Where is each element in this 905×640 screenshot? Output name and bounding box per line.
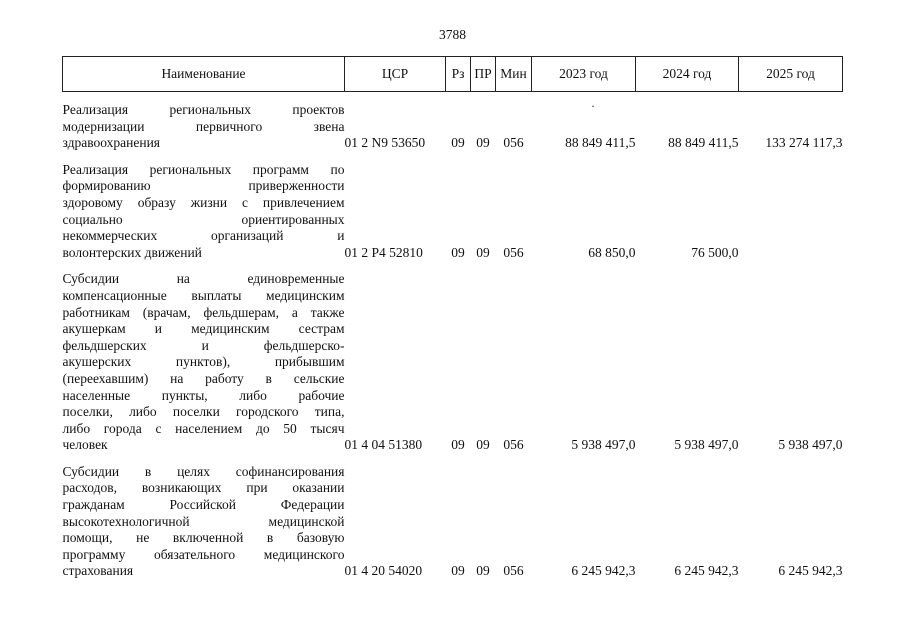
row-name-line: гражданам Российской Федерации xyxy=(62,497,345,513)
row-name-line: некоммерческих организаций и xyxy=(62,228,345,244)
row-name-line: человек xyxy=(62,437,108,453)
row-name-line: Реализация региональных программ по xyxy=(62,161,345,177)
row-name-line: программу обязательного медицинского xyxy=(62,546,345,562)
header-2024: 2024 год xyxy=(636,57,739,92)
row-2025 xyxy=(739,152,843,262)
row-name xyxy=(63,261,345,454)
budget-table xyxy=(62,56,843,580)
row-csr: 01 2 N9 53650 xyxy=(344,135,426,151)
header-pr: ПР xyxy=(471,57,496,92)
row-name-line: либо города с населением до 50 тысяч xyxy=(62,420,345,436)
table-row xyxy=(63,92,843,152)
row-name xyxy=(63,454,345,580)
row-name xyxy=(63,92,345,152)
row-min: 056 xyxy=(503,437,524,453)
row-2023: 68 850,0 xyxy=(588,244,636,260)
row-rz: 09 xyxy=(451,563,465,579)
row-name-line: населенные пункты, либо рабочие xyxy=(62,387,345,403)
row-csr: 01 4 20 54020 xyxy=(344,563,423,579)
row-2023: 6 245 942,3 xyxy=(571,563,636,579)
row-rz: 09 xyxy=(451,437,465,453)
row-name xyxy=(63,152,345,262)
row-name-line: поселки, либо поселки городского типа, xyxy=(62,404,345,420)
row-2024: 88 849 411,5 xyxy=(668,135,739,151)
table-row xyxy=(63,152,843,262)
row-pr: 09 xyxy=(476,563,490,579)
row-name-line: расходов, возникающих при оказании xyxy=(62,480,345,496)
stray-mark: · xyxy=(591,99,595,113)
row-2025: 5 938 497,0 xyxy=(778,437,843,453)
row-pr: 09 xyxy=(476,437,490,453)
row-name-line: модернизации первичного звена xyxy=(62,118,345,134)
row-name-line: высокотехнологичной медицинской xyxy=(62,513,345,529)
row-2025: 6 245 942,3 xyxy=(778,563,843,579)
row-csr: 01 4 04 51380 xyxy=(344,437,423,453)
row-rz: 09 xyxy=(451,244,465,260)
row-name-line: акушеркам и медицинским сестрам xyxy=(62,321,345,337)
row-name-line: фельдшерских и фельдшерско- xyxy=(62,337,345,353)
table-row xyxy=(63,261,843,454)
header-name: Наименование xyxy=(63,57,345,92)
row-min: 056 xyxy=(503,135,524,151)
page-number: 3788 xyxy=(439,27,466,42)
row-2024: 5 938 497,0 xyxy=(674,437,739,453)
row-name-line: социально ориентированных xyxy=(62,211,345,227)
row-name-line: формированию приверженности xyxy=(62,178,345,194)
row-2023: 88 849 411,5 xyxy=(565,135,636,151)
header-2025: 2025 год xyxy=(739,57,843,92)
row-2025: 133 274 117,3 xyxy=(765,135,843,151)
row-min: 056 xyxy=(503,563,524,579)
row-rz: 09 xyxy=(451,135,465,151)
header-2023: 2023 год xyxy=(532,57,636,92)
table-row xyxy=(63,454,843,580)
row-name-line: компенсационные выплаты медицинским xyxy=(62,287,345,303)
row-name-line: здоровому образу жизни с привлечением xyxy=(62,194,345,210)
header-csr: ЦСР xyxy=(345,57,446,92)
row-name-line: Субсидии в целях софинансирования xyxy=(62,463,345,479)
row-name-line: помощи, не включенной в базовую xyxy=(62,530,345,546)
row-2023: 5 938 497,0 xyxy=(571,437,636,453)
row-name-line: Реализация региональных проектов xyxy=(62,102,345,117)
table-header-row xyxy=(63,57,843,92)
row-pr: 09 xyxy=(476,244,490,260)
row-name-line: здравоохранения xyxy=(62,135,161,151)
row-name-line: страхования xyxy=(62,563,134,579)
row-name-line: работникам (врачам, фельдшерам, а также xyxy=(62,304,345,320)
header-min: Мин xyxy=(496,57,532,92)
row-2024: 76 500,0 xyxy=(691,244,739,260)
row-name-line: (переехавшим) на работу в сельские xyxy=(62,370,345,386)
row-2024: 6 245 942,3 xyxy=(674,563,739,579)
row-name-line: Субсидии на единовременные xyxy=(62,271,345,287)
row-min: 056 xyxy=(503,244,524,260)
row-pr: 09 xyxy=(476,135,490,151)
row-csr: 01 2 P4 52810 xyxy=(344,244,423,260)
header-rz: Рз xyxy=(446,57,471,92)
row-name-line: акушерских пунктов), прибывшим xyxy=(62,354,345,370)
row-name-line: волонтерских движений xyxy=(62,244,202,260)
